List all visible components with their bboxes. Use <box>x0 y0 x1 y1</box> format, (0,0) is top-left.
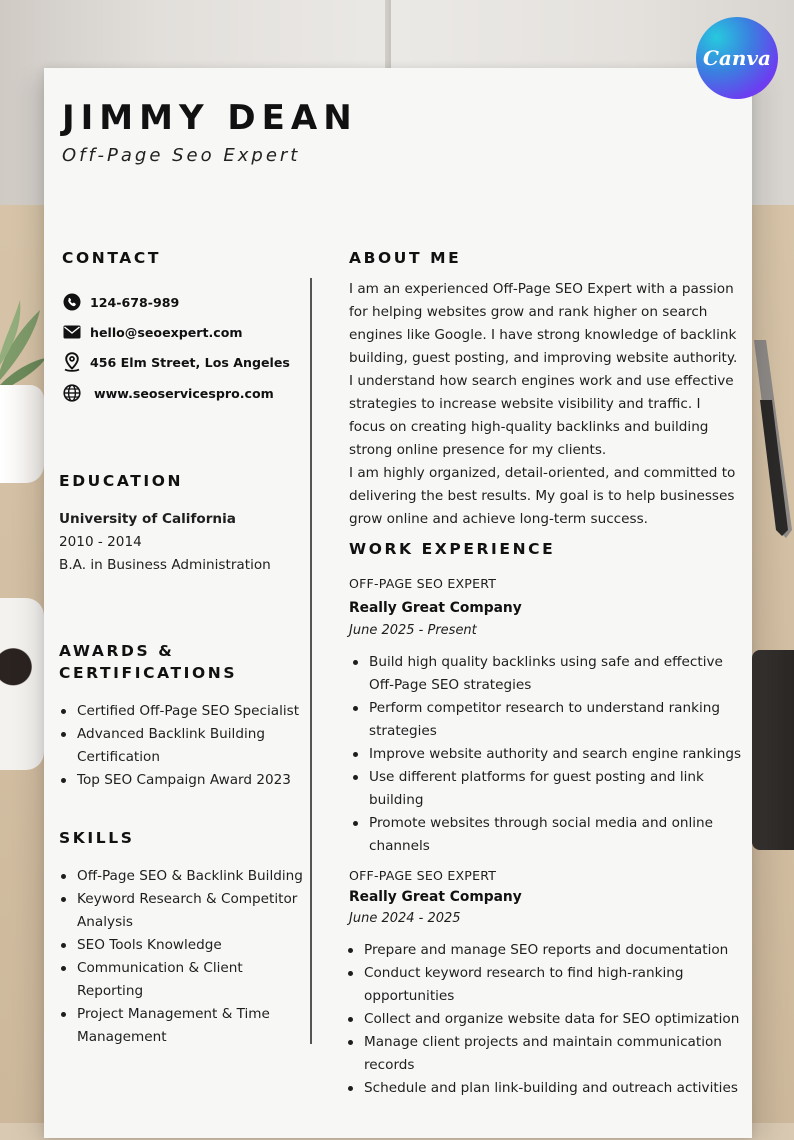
job-duties-list <box>346 939 744 1100</box>
list-item: Schedule and plan link-building and outreach activities <box>346 1077 744 1100</box>
job-title: OFF-PAGE SEO EXPERT <box>349 576 497 591</box>
about-paragraph-1: I am an experienced Off-Page SEO Expert with a passion for helping websites grow and rank higher on search engines like Google. I have strong knowledge of backlink building, guest posting, and improving website authority. I understand how search engines work and use effective strategies to increase website visibility and traffic. I focus on creating high-quality backlinks and building strong online presence for my clients. <box>349 281 738 458</box>
awards-list <box>59 700 304 792</box>
education-school: University of California <box>59 511 236 527</box>
list-item: Communication & Client Reporting <box>59 957 304 1003</box>
education-degree: B.A. in Business Administration <box>59 557 271 573</box>
job-company: Really Great Company <box>349 889 522 905</box>
email-address: hello@seoexpert.com <box>90 324 243 340</box>
globe-icon <box>62 384 81 403</box>
job-dates: June 2024 - 2025 <box>349 911 461 926</box>
list-item: Project Management & Time Management <box>59 1003 304 1049</box>
about-heading: ABOUT ME <box>349 249 462 267</box>
job-title: OFF-PAGE SEO EXPERT <box>349 868 497 883</box>
resume-sheet <box>44 68 752 1138</box>
list-item: Manage client projects and maintain communication records <box>346 1031 744 1077</box>
phone-number: 124-678-989 <box>90 294 180 310</box>
list-item: Top SEO Campaign Award 2023 <box>59 769 304 792</box>
job-company: Really Great Company <box>349 600 522 616</box>
list-item: Improve website authority and search engine rankings <box>351 743 745 766</box>
contact-email <box>62 321 243 343</box>
list-item: SEO Tools Knowledge <box>59 934 304 957</box>
list-item: Collect and organize website data for SEO optimization <box>346 1008 744 1031</box>
street-address: 456 Elm Street, Los Angeles <box>90 354 290 370</box>
contact-website <box>62 382 274 404</box>
contact-address <box>62 351 290 373</box>
phone-icon <box>62 293 81 312</box>
experience-heading: WORK EXPERIENCE <box>349 540 556 558</box>
list-item: Use different platforms for guest posting and link building <box>351 766 745 812</box>
education-years: 2010 - 2014 <box>59 534 142 550</box>
list-item: Promote websites through social media and online channels <box>351 812 745 858</box>
list-item: Advanced Backlink Building Certification <box>59 723 304 769</box>
canva-logo-badge: Canva <box>696 17 778 99</box>
list-item: Keyword Research & Competitor Analysis <box>59 888 304 934</box>
education-heading: EDUCATION <box>59 472 184 490</box>
mail-icon <box>62 323 81 342</box>
job-duties-list <box>351 651 745 858</box>
website-url: www.seoservicespro.com <box>94 385 274 401</box>
location-icon <box>62 353 81 372</box>
list-item: Conduct keyword research to find high-ranking opportunities <box>346 962 744 1008</box>
awards-heading-line1: AWARDS & <box>59 642 175 660</box>
list-item: Perform competitor research to understand ranking strategies <box>351 697 745 743</box>
list-item: Off-Page SEO & Backlink Building <box>59 865 304 888</box>
column-divider <box>310 278 312 1044</box>
awards-heading-line2: CERTIFICATIONS <box>59 664 238 682</box>
about-paragraph-2: I am highly organized, detail-oriented, and committed to delivering the best results. My goal is to help businesses grow online and achieve long-term success. <box>349 465 736 527</box>
candidate-name: JIMMY DEAN <box>62 98 358 138</box>
contact-heading: CONTACT <box>62 249 162 267</box>
list-item: Certified Off-Page SEO Specialist <box>59 700 304 723</box>
awards-heading <box>59 640 237 684</box>
job-dates: June 2025 - Present <box>349 623 477 638</box>
candidate-role: Off-Page Seo Expert <box>62 145 301 166</box>
list-item: Build high quality backlinks using safe and effective Off-Page SEO strategies <box>351 651 745 697</box>
skills-heading: SKILLS <box>59 829 135 847</box>
list-item: Prepare and manage SEO reports and documentation <box>346 939 744 962</box>
contact-phone <box>62 291 179 313</box>
skills-list <box>59 865 304 1049</box>
